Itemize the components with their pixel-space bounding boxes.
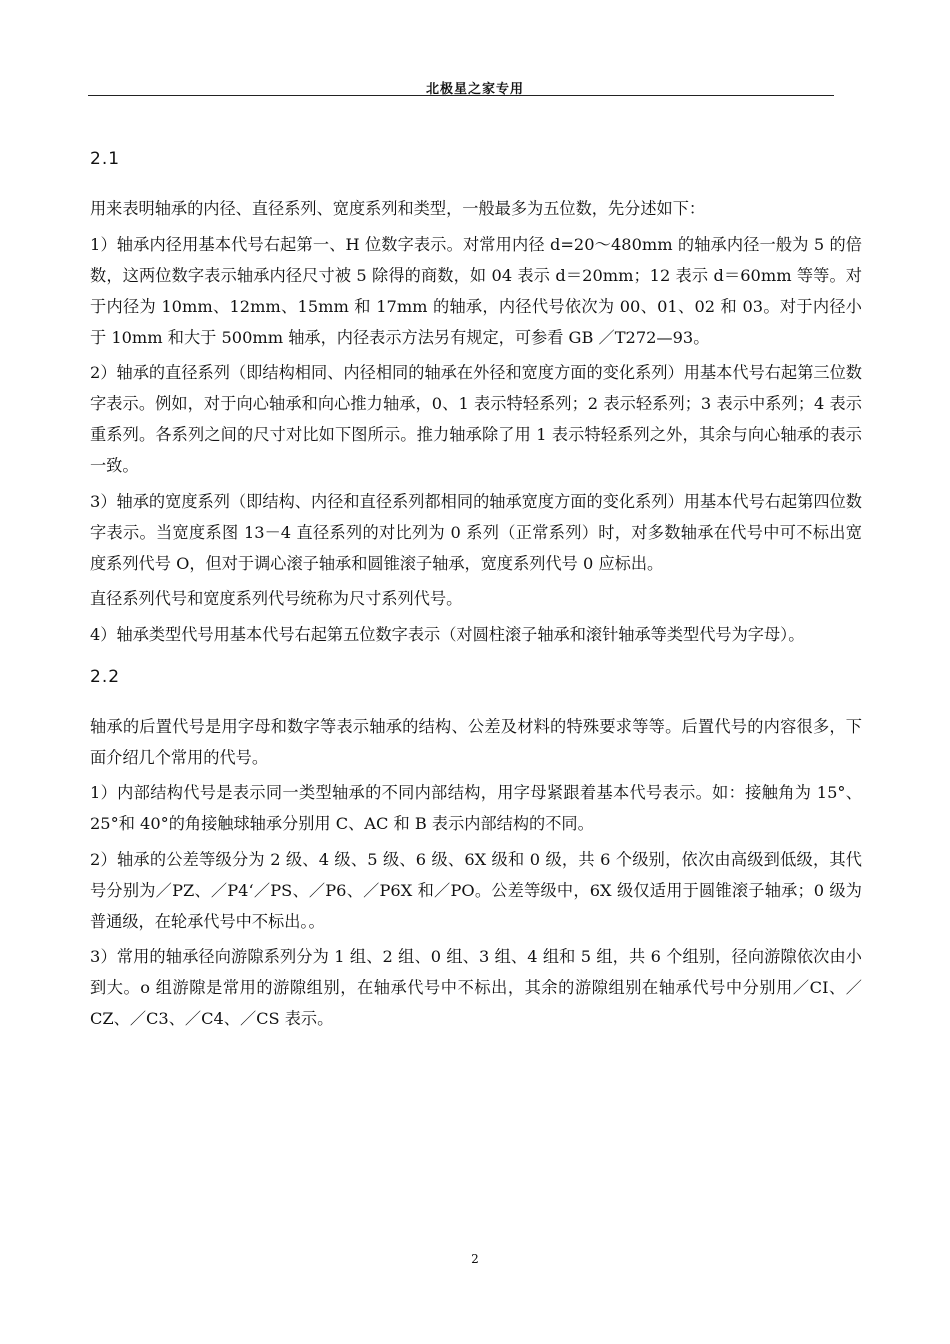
section-2-2 bbox=[90, 664, 862, 1035]
header-divider bbox=[88, 95, 834, 96]
paragraph: 1）内部结构代号是表示同一类型轴承的不同内部结构，用字母紧跟着基本代号表示。如：接触角为 15°、25°和 40°的角接触球轴承分别用 C、AC 和 B 表示内部结构的不同。 bbox=[90, 783, 862, 833]
document-body bbox=[90, 146, 862, 1039]
paragraph: 1）轴承内径用基本代号右起第一、H 位数字表示。对常用内径 d=20～480mm 的轴承内径一般为 5 的倍数，这两位数字表示轴承内径尺寸被 5 除得的商数，如 04 表示 d＝20mm；12 表示 d＝60mm 等等。对于内径为 10mm、12mm、15mm 和 17mm 的轴承，内径代号依次为 00、01、02 和 03。对于内径小于 10mm 和大于 500mm 轴承，内径表示方法另有规定，可参看 GB ／T272—93。 bbox=[90, 234, 862, 347]
paragraph: 4）轴承类型代号用基本代号右起第五位数字表示（对圆柱滚子轴承和滚针轴承等类型代号为字母）。 bbox=[90, 624, 805, 644]
paragraph: 3）常用的轴承径向游隙系列分为 1 组、2 组、0 组、3 组、4 组和 5 组，共 6 个组别，径向游隙依次由小到大。o 组游隙是常用的游隙组别，在轴承代号中不标出，其余的游隙组别在轴承代号中分别用／CI、／CZ、／C3、／C4、／CS 表示。 bbox=[90, 947, 862, 1028]
paragraph: 2）轴承的直径系列（即结构相同、内径相同的轴承在外径和宽度方面的变化系列）用基本代号右起第三位数字表示。例如，对于向心轴承和向心推力轴承，0、1 表示特轻系列；2 表示轻系列；3 表示中系列；4 表示重系列。各系列之间的尺寸对比如下图所示。推力轴承除了用 1 表示特轻系列之外，其余与向心轴承的表示一致。 bbox=[90, 363, 862, 475]
page-number: 2 bbox=[471, 1252, 479, 1266]
paragraph: 直径系列代号和宽度系列代号统称为尺寸系列代号。 bbox=[90, 589, 463, 608]
paragraph: 轴承的后置代号是用字母和数字等表示轴承的结构、公差及材料的特殊要求等等。后置代号的内容很多，下面介绍几个常用的代号。 bbox=[90, 716, 862, 767]
section-2-1 bbox=[90, 146, 862, 650]
section-heading: 2.2 bbox=[90, 666, 121, 687]
running-header: 北极星之家专用 bbox=[425, 82, 524, 97]
paragraph: 3）轴承的宽度系列（即结构、内径和直径系列都相同的轴承宽度方面的变化系列）用基本代号右起第四位数字表示。当宽度系图 13－4 直径系列的对比列为 0 系列（正常系列）时，对多数轴承在代号中可不标出宽度系列代号 O，但对于调心滚子轴承和圆锥滚子轴承，宽度系列代号 0 应标出。 bbox=[90, 491, 862, 573]
section-heading: 2.1 bbox=[90, 149, 121, 169]
paragraph: 用来表明轴承的内径、直径系列、宽度系列和类型，一般最多为五位数，先分述如下： bbox=[90, 199, 706, 218]
paragraph: 2）轴承的公差等级分为 2 级、4 级、5 级、6 级、6X 级和 0 级，共 6 个级别，依次由高级到低级，其代号分别为／PZ、／P4‘／PS、／P6、／P6X 和／PO。公差等级中，6X 级仅适用于圆锥滚子轴承；0 级为普通级，在轮承代号中不标出。。 bbox=[90, 849, 862, 931]
